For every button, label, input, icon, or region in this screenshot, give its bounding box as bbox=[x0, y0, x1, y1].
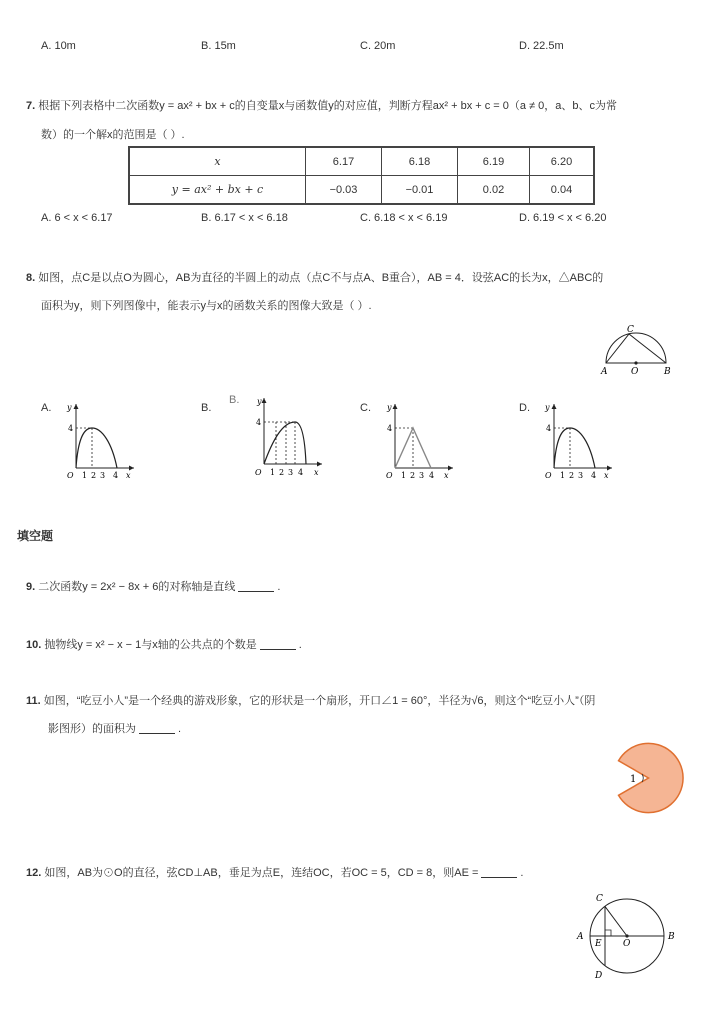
graph-a-tick-1: 1 bbox=[82, 471, 88, 480]
q8-label-a: A bbox=[601, 367, 608, 377]
q11-text-end: . bbox=[178, 723, 182, 735]
graph-c-x-label: x bbox=[444, 471, 449, 480]
q8-line2: 面积为y，则下列图像中，能表示y与x的函数关系的图像大致是（ ）. bbox=[41, 300, 372, 312]
table-cell: −0.01 bbox=[382, 176, 458, 205]
q7-text-line1: 根据下列表格中二次函数y = ax² + bx + c的自变量x与函数值y的对应值，判断方程ax² + bx + c = 0（a ≠ 0，a、b、c为常 bbox=[38, 100, 617, 112]
q12-label-a: A bbox=[577, 932, 584, 942]
q7-option-d: D. 6.19 < x < 6.20 bbox=[519, 212, 607, 224]
q7-option-a: A. 6 < x < 6.17 bbox=[41, 212, 113, 224]
q8-semicircle-figure bbox=[598, 322, 678, 378]
graph-a-tick-3: 3 bbox=[100, 471, 106, 480]
q7-option-b: B. 6.17 < x < 6.18 bbox=[201, 212, 288, 224]
graph-d-tick-3: 3 bbox=[578, 471, 584, 480]
graph-a-tick-2: 2 bbox=[91, 471, 97, 480]
table-cell: 6.20 bbox=[530, 147, 595, 176]
q12-label-c: C bbox=[596, 894, 603, 904]
q6-option-d: D. 22.5m bbox=[519, 40, 564, 52]
q8-graph-a bbox=[62, 398, 140, 482]
table-row bbox=[129, 176, 594, 205]
q8-label-c: C bbox=[627, 325, 634, 335]
graph-a-x-label: x bbox=[126, 471, 131, 480]
graph-a-origin: O bbox=[67, 471, 74, 480]
q9-answer-blank bbox=[238, 580, 274, 592]
graph-a-four: 4 bbox=[68, 424, 74, 433]
graph-c-tick-2: 2 bbox=[410, 471, 416, 480]
q11-text-line1: 如图，“吃豆小人”是一个经典的游戏形象，它的形状是一个扇形，开口∠1 = 60°，半径为√6，则这个“吃豆小人”（阴 bbox=[43, 695, 596, 707]
graph-d-four: 4 bbox=[546, 424, 552, 433]
table-cell: −0.03 bbox=[306, 176, 382, 205]
q12-number: 12. bbox=[26, 867, 42, 879]
graph-b-y-label: y bbox=[257, 397, 262, 406]
graph-d-tick-1: 1 bbox=[560, 471, 566, 480]
q8-text-line1: 如图，点C是以点O为圆心，AB为直径的半圆上的动点（点C不与点A、B重合），AB = 4．设弦AC的长为x，△ABC的 bbox=[38, 272, 604, 284]
q7-line2: 数）的一个解x的范围是（ ）. bbox=[41, 129, 185, 141]
table-cell: 6.17 bbox=[306, 147, 382, 176]
q9-number: 9. bbox=[26, 581, 36, 593]
q11-pacman-figure bbox=[610, 740, 690, 816]
q10-text: 抛物线y = x² − x − 1与x轴的公共点的个数是 bbox=[44, 639, 257, 651]
table-row bbox=[129, 147, 594, 176]
q7-option-c: C. 6.18 < x < 6.19 bbox=[360, 212, 448, 224]
q12-text-end: . bbox=[520, 867, 524, 879]
q11-answer-blank bbox=[139, 722, 175, 734]
graph-b-tick-2: 2 bbox=[279, 468, 285, 477]
graph-b-origin: O bbox=[255, 468, 262, 477]
graph-b-four: 4 bbox=[256, 418, 262, 427]
q12-text: 如图，AB为⊙O的直径，弦CD⊥AB，垂足为点E，连结OC，若OC = 5，CD = 8，则AE = bbox=[44, 867, 479, 879]
q8-number: 8. bbox=[26, 272, 36, 284]
table-cell: 6.18 bbox=[382, 147, 458, 176]
q12-label-b: B bbox=[668, 932, 675, 942]
q8-option-c-label: C. bbox=[360, 402, 371, 414]
q11-line1 bbox=[26, 692, 595, 708]
graph-c-y-label: y bbox=[387, 403, 392, 412]
q12-label-o: O bbox=[623, 939, 631, 949]
graph-b-tick-1: 1 bbox=[270, 468, 276, 477]
q6-option-c: C. 20m bbox=[360, 40, 396, 52]
q7-value-table bbox=[128, 146, 595, 205]
q7-number: 7. bbox=[26, 100, 36, 112]
q8-line1 bbox=[26, 269, 603, 285]
graph-d-y-label: y bbox=[545, 403, 550, 412]
q8-option-a-label: A. bbox=[41, 402, 52, 414]
graph-b-x-label: x bbox=[314, 468, 319, 477]
q12-answer-blank bbox=[481, 866, 517, 878]
graph-b-tick-4: 4 bbox=[298, 468, 304, 477]
table-cell: x bbox=[129, 147, 306, 176]
q8-option-b-image-label: B. bbox=[229, 394, 240, 406]
q10-line bbox=[26, 636, 302, 652]
section-title-fill-in: 填空题 bbox=[17, 529, 54, 543]
q11-angle-label: 1 bbox=[630, 774, 637, 785]
q8-graph-c bbox=[381, 398, 459, 482]
graph-c-tick-3: 3 bbox=[419, 471, 425, 480]
graph-a-y-label: y bbox=[67, 403, 72, 412]
q8-option-b-label: B. bbox=[201, 402, 212, 414]
graph-c-four: 4 bbox=[387, 424, 393, 433]
table-cell: 0.04 bbox=[530, 176, 595, 205]
graph-d-origin: O bbox=[545, 471, 552, 480]
graph-c-tick-1: 1 bbox=[401, 471, 407, 480]
table-cell: y = ax² + bx + c bbox=[129, 176, 306, 205]
graph-c-origin: O bbox=[386, 471, 393, 480]
q11-number: 11. bbox=[26, 695, 41, 707]
q6-option-a: A. 10m bbox=[41, 40, 76, 52]
q8-label-b: B bbox=[664, 367, 671, 377]
graph-c-tick-4: 4 bbox=[429, 471, 435, 480]
q9-text-end: . bbox=[277, 581, 281, 593]
q7-line1 bbox=[26, 97, 617, 113]
q6-option-b: B. 15m bbox=[201, 40, 236, 52]
graph-d-tick-4: 4 bbox=[591, 471, 597, 480]
q10-number: 10. bbox=[26, 639, 42, 651]
table-cell: 6.19 bbox=[458, 147, 530, 176]
q8-label-o: O bbox=[631, 367, 639, 377]
q11-text-line2: 影图形）的面积为 bbox=[48, 723, 136, 735]
q12-line bbox=[26, 864, 523, 880]
q9-line bbox=[26, 578, 280, 594]
q8-graph-d bbox=[540, 398, 618, 482]
q12-circle-figure bbox=[572, 888, 684, 984]
q8-option-d-label: D. bbox=[519, 402, 530, 414]
graph-b-tick-3: 3 bbox=[288, 468, 294, 477]
pacman-sector bbox=[619, 743, 684, 812]
q8-graph-b bbox=[250, 392, 328, 480]
table-cell: 0.02 bbox=[458, 176, 530, 205]
graph-d-tick-2: 2 bbox=[569, 471, 575, 480]
graph-d-x-label: x bbox=[604, 471, 609, 480]
q12-label-e: E bbox=[595, 939, 602, 949]
q9-text: 二次函数y = 2x² − 8x + 6的对称轴是直线 bbox=[38, 581, 236, 593]
q11-line2 bbox=[48, 720, 181, 736]
q10-text-end: . bbox=[298, 639, 302, 651]
q10-answer-blank bbox=[260, 638, 296, 650]
q12-label-d: D bbox=[595, 971, 603, 981]
graph-a-tick-4: 4 bbox=[113, 471, 119, 480]
